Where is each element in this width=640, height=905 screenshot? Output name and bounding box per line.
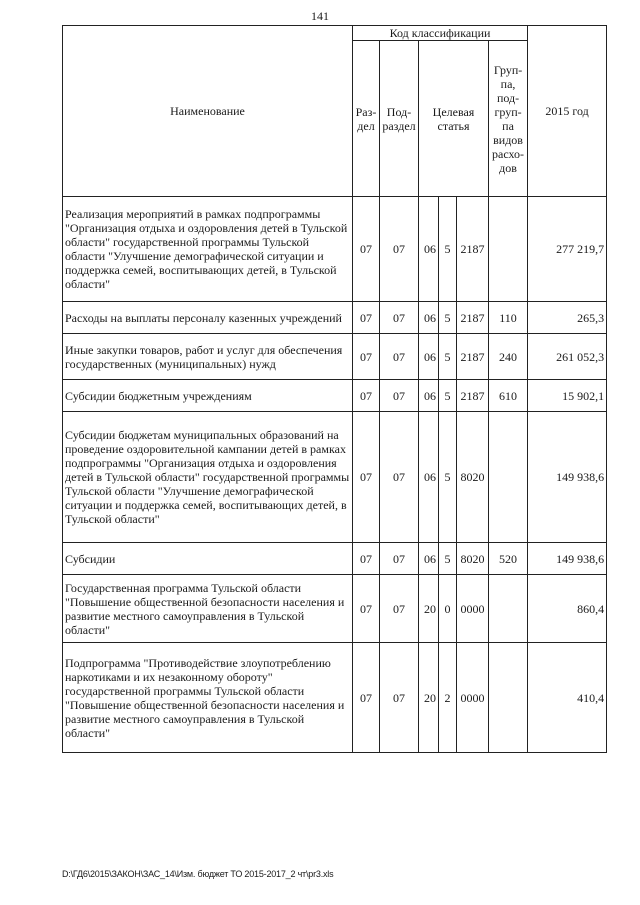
row-target-1: 06 — [419, 412, 439, 543]
row-razdel: 07 — [353, 197, 380, 302]
row-sum: 277 219,7 — [528, 197, 607, 302]
row-name: Субсидии бюджетам муниципальных образований на проведение оздоровительной кампании детей в рамках подпрограммы "Организация отдыха и оздоровления детей в Тульской области" государственной программы Тульской области "Улучшение демографической ситуации и поддержка семей, воспитывающих детей, в Тульской области" — [63, 412, 353, 543]
table-row — [63, 543, 607, 575]
row-podrazdel: 07 — [380, 197, 419, 302]
row-sum: 15 902,1 — [528, 380, 607, 412]
row-razdel: 07 — [353, 380, 380, 412]
row-name: Реализация мероприятий в рамках подпрограммы "Организация отдыха и оздоровления детей в Тульской области" государственной программы Тульской области "Улучшение демографической ситуации и поддержка семей, воспитывающих детей, в Тульской области" — [63, 197, 353, 302]
row-sum: 261 052,3 — [528, 334, 607, 380]
row-sum: 265,3 — [528, 302, 607, 334]
row-podrazdel: 07 — [380, 302, 419, 334]
row-name: Расходы на выплаты персоналу казенных учреждений — [63, 302, 353, 334]
row-target-3: 0000 — [457, 643, 489, 753]
row-podrazdel: 07 — [380, 334, 419, 380]
row-sum: 410,4 — [528, 643, 607, 753]
row-target-2: 5 — [439, 412, 457, 543]
row-group: 610 — [489, 380, 528, 412]
row-target-2: 0 — [439, 575, 457, 643]
page-number: 141 — [311, 9, 329, 23]
row-target-1: 06 — [419, 334, 439, 380]
row-group — [489, 197, 528, 302]
row-target-2: 2 — [439, 643, 457, 753]
row-sum: 860,4 — [528, 575, 607, 643]
row-group: 520 — [489, 543, 528, 575]
row-target-3: 8020 — [457, 543, 489, 575]
row-podrazdel: 07 — [380, 643, 419, 753]
row-razdel: 07 — [353, 334, 380, 380]
row-podrazdel: 07 — [380, 380, 419, 412]
row-target-2: 5 — [439, 302, 457, 334]
row-target-1: 06 — [419, 302, 439, 334]
row-razdel: 07 — [353, 302, 380, 334]
header-target-article: Целевая статья — [419, 41, 489, 197]
row-target-3: 8020 — [457, 412, 489, 543]
row-name: Субсидии — [63, 543, 353, 575]
row-target-1: 20 — [419, 643, 439, 753]
row-group — [489, 643, 528, 753]
row-razdel: 07 — [353, 643, 380, 753]
row-target-2: 5 — [439, 197, 457, 302]
row-podrazdel: 07 — [380, 543, 419, 575]
table-row — [63, 412, 607, 543]
table-row — [63, 302, 607, 334]
row-target-3: 2187 — [457, 197, 489, 302]
row-target-3: 2187 — [457, 302, 489, 334]
row-podrazdel: 07 — [380, 575, 419, 643]
row-name: Субсидии бюджетным учреждениям — [63, 380, 353, 412]
header-expense-group: Груп- па, под- груп- па видов расхо- дов — [489, 41, 528, 197]
table-row — [63, 643, 607, 753]
row-target-1: 06 — [419, 197, 439, 302]
row-group — [489, 575, 528, 643]
row-name: Государственная программа Тульской области "Повышение общественной безопасности населения и развитие местного самоуправления в Тульской области" — [63, 575, 353, 643]
table-row — [63, 334, 607, 380]
file-path-footer: D:\ГД6\2015\ЗАКОН\ЗАС_14\Изм. бюджет ТО 2015-2017_2 чт\pr3.xls — [62, 869, 334, 879]
header-year: 2015 год — [528, 26, 607, 197]
row-sum: 149 938,6 — [528, 543, 607, 575]
row-name: Подпрограмма "Противодействие злоупотреблению наркотиками и их незаконному обороту" государственной программы Тульской области "Повышение общественной безопасности населения и развитие местного самоуправления в Тульской области" — [63, 643, 353, 753]
row-razdel: 07 — [353, 412, 380, 543]
row-target-3: 2187 — [457, 334, 489, 380]
row-target-2: 5 — [439, 380, 457, 412]
row-target-3: 0000 — [457, 575, 489, 643]
table-row — [63, 575, 607, 643]
row-target-1: 06 — [419, 543, 439, 575]
row-target-1: 06 — [419, 380, 439, 412]
row-target-2: 5 — [439, 334, 457, 380]
header-name: Наименование — [63, 26, 353, 197]
table-row — [63, 197, 607, 302]
row-razdel: 07 — [353, 575, 380, 643]
row-target-2: 5 — [439, 543, 457, 575]
row-target-3: 2187 — [457, 380, 489, 412]
header-code: Код классификации — [353, 26, 528, 41]
table-row — [63, 380, 607, 412]
row-target-1: 20 — [419, 575, 439, 643]
budget-table — [62, 25, 607, 753]
header-podrazdel: Под- раздел — [380, 41, 419, 197]
row-group: 240 — [489, 334, 528, 380]
row-group: 110 — [489, 302, 528, 334]
row-group — [489, 412, 528, 543]
row-razdel: 07 — [353, 543, 380, 575]
row-podrazdel: 07 — [380, 412, 419, 543]
row-name: Иные закупки товаров, работ и услуг для обеспечения государственных (муниципальных) нужд — [63, 334, 353, 380]
row-sum: 149 938,6 — [528, 412, 607, 543]
header-razdel: Раз- дел — [353, 41, 380, 197]
